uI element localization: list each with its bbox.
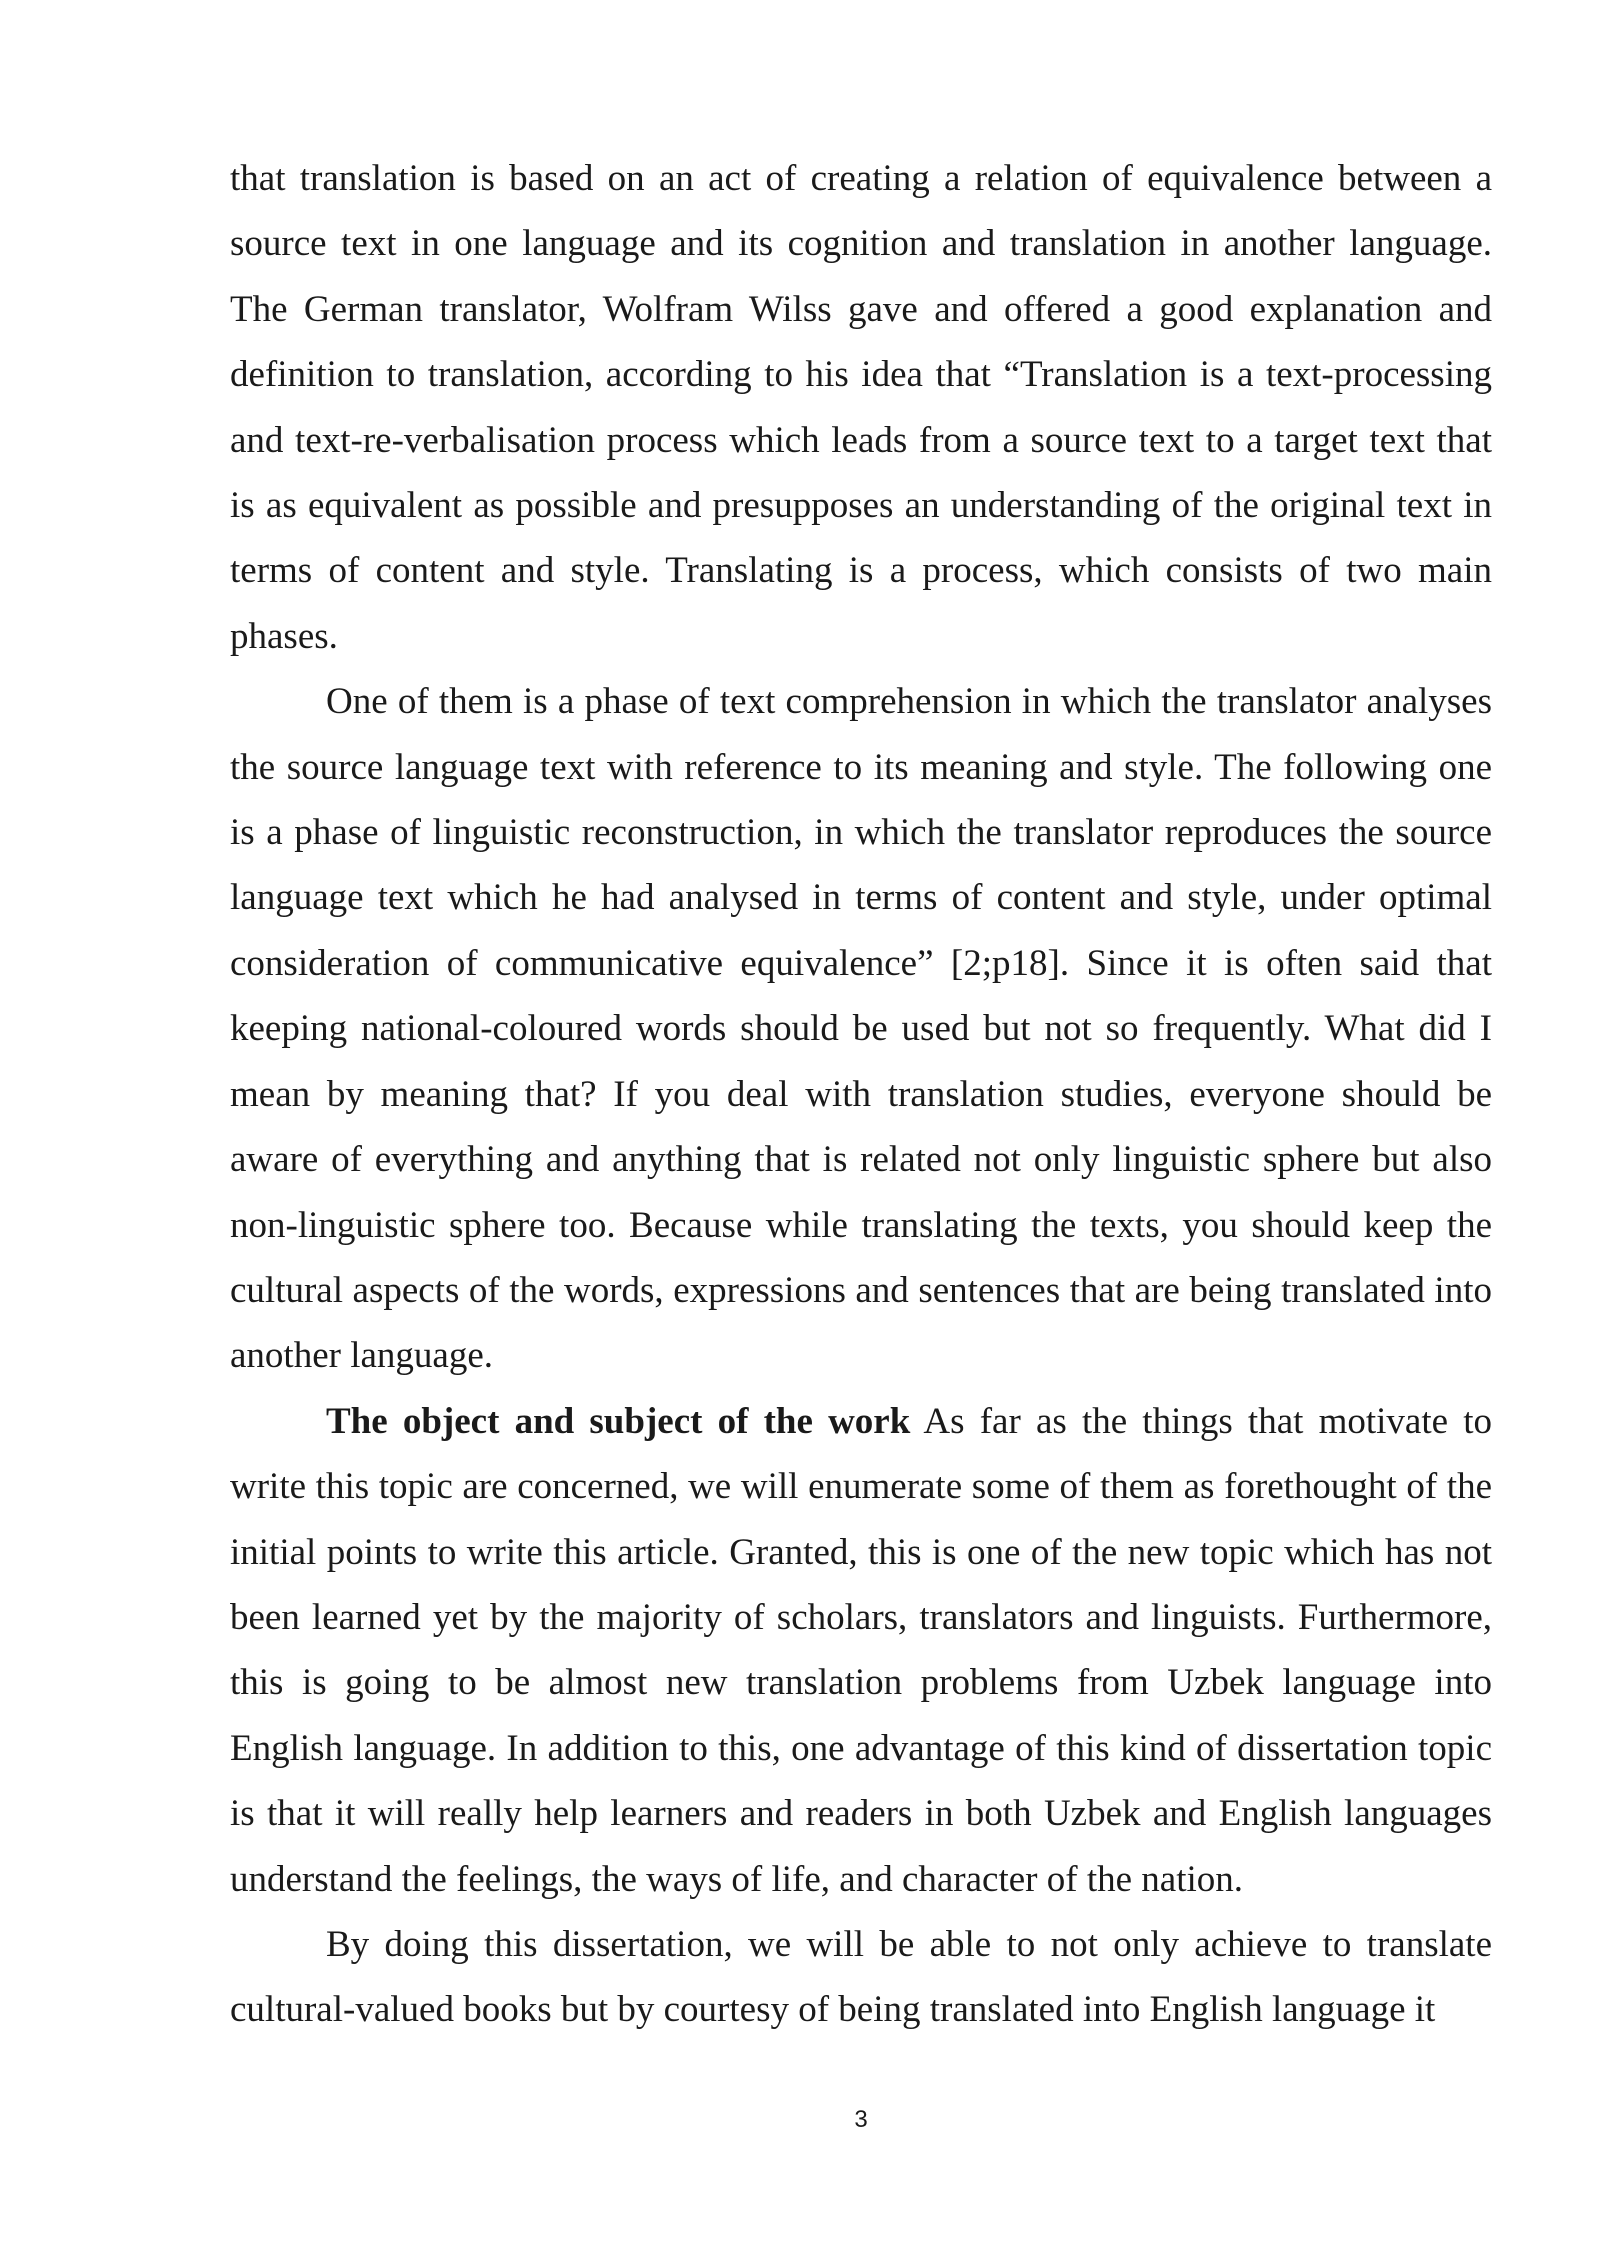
paragraph-4: By doing this dissertation, we will be able to not only achieve to translate cultural-valued books but by courtesy of being translated into English language it	[230, 1923, 1492, 2031]
paragraph-3-text: As far as the things that motivate to write this topic are concerned, we will enumerate some of them as forethought of the initial points to write this article. Granted, this is one of the new topic which has not been learned yet by the majority of scholars, translators and linguists. Furthermore, this is going to be almost new translation problems from Uzbek language into English language. In addition to this, one advantage of this kind of dissertation topic is that it will really help learners and readers in both Uzbek and English languages understand the feelings, the ways of life, and character of the nation.	[230, 1400, 1492, 1900]
paragraph-1: that translation is based on an act of creating a relation of equivalence between a source text in one language and its cognition and translation in another language. The German translator, Wolfram Wilss gave and offered a good explanation and definition to translation, according to his idea that “Translation is a text-processing and text-re-verbalisation process which leads from a source text to a target text that is as equivalent as possible and presupposes an understanding of the original text in terms of content and style. Translating is a process, which consists of two main phases.	[230, 158, 1492, 657]
section-heading-inline: The object and subject of the work	[326, 1400, 911, 1442]
paragraph-2: One of them is a phase of text comprehension in which the translator analyses the source language text with reference to its meaning and style. The following one is a phase of linguistic reconstruction, in which the translator reproduces the source language text which he had analysed in terms of content and style, under optimal consideration of communicative equivalence” [2;p18]. Since it is often said that keeping national-coloured words should be used but not so frequently. What did I mean by meaning that? If you deal with translation studies, everyone should be aware of everything and anything that is related not only linguistic sphere but also non-linguistic sphere too. Because while translating the texts, you should keep the cultural aspects of the words, expressions and sentences that are being translated into another language.	[230, 681, 1492, 1377]
paragraph-3	[230, 1389, 1492, 1912]
body-text	[230, 146, 1492, 2043]
page-number: 3	[854, 2106, 868, 2133]
